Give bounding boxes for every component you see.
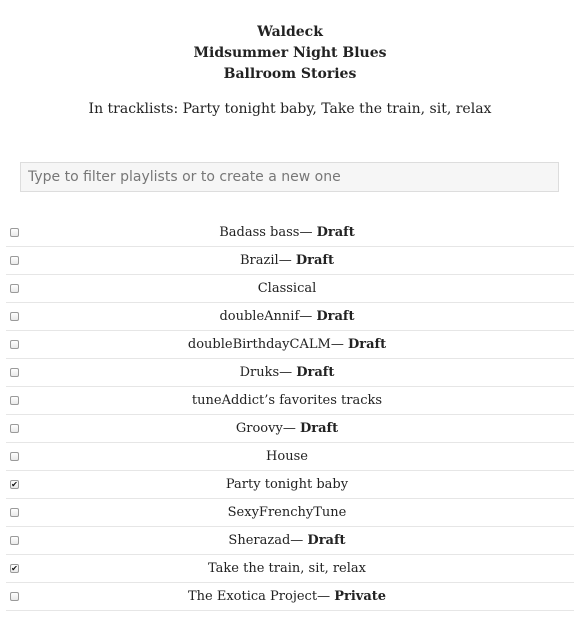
playlist-label: [6, 561, 574, 576]
playlist-checkbox[interactable]: [10, 396, 19, 405]
status-separator: —: [299, 309, 317, 324]
playlist-checkbox[interactable]: [10, 424, 19, 433]
playlist-row[interactable]: [6, 555, 574, 583]
playlist-label: [6, 421, 574, 436]
playlist-checkbox-checked[interactable]: ✔: [11, 564, 18, 573]
status-separator: —: [299, 225, 317, 240]
playlist-row[interactable]: [6, 303, 574, 331]
playlist-checkbox[interactable]: [10, 508, 19, 517]
playlist-list: [6, 219, 574, 611]
playlist-label: [6, 505, 574, 520]
playlist-name: Party tonight baby: [225, 477, 349, 492]
status-separator: —: [317, 589, 335, 604]
playlist-name: doubleAnnif: [219, 309, 300, 324]
playlist-name: Take the train, sit, relax: [208, 561, 366, 576]
playlist-checkbox[interactable]: [10, 536, 19, 545]
playlist-checkbox[interactable]: [10, 452, 19, 461]
playlist-label: [6, 477, 574, 492]
playlist-name: Groovy: [235, 421, 283, 436]
playlist-label: [6, 533, 574, 548]
playlist-name: House: [266, 449, 308, 464]
playlist-label: [6, 225, 574, 240]
playlist-name: SexyFrenchyTune: [227, 505, 347, 520]
playlist-row[interactable]: [6, 331, 574, 359]
playlist-checkbox[interactable]: [10, 340, 19, 349]
playlist-row[interactable]: [6, 499, 574, 527]
playlist-row[interactable]: [6, 387, 574, 415]
playlist-row[interactable]: [6, 275, 574, 303]
selected-tracks-header: [0, 22, 580, 119]
playlist-status: Draft: [316, 225, 355, 240]
playlist-row[interactable]: [6, 443, 574, 471]
playlist-status: Draft: [299, 421, 339, 436]
playlist-name: doubleBirthdayCALM: [187, 337, 331, 352]
playlist-label: [6, 365, 574, 380]
playlist-label: [6, 449, 574, 464]
playlist-status: Draft: [307, 533, 346, 548]
playlist-row[interactable]: [6, 583, 574, 611]
status-separator: —: [330, 337, 348, 352]
playlist-label: [6, 393, 574, 408]
playlist-label: [6, 281, 574, 296]
playlist-name: Druks: [239, 365, 280, 380]
playlist-name: Brazil: [240, 253, 279, 268]
playlist-label: [6, 589, 574, 604]
playlist-name: Classical: [257, 281, 317, 296]
playlist-checkbox[interactable]: [10, 312, 19, 321]
playlist-checkbox[interactable]: [10, 592, 19, 601]
playlist-checkbox[interactable]: [10, 228, 19, 237]
playlist-row[interactable]: [6, 359, 574, 387]
status-separator: —: [290, 533, 308, 548]
track-title: Midsummer Night Blues: [193, 45, 387, 61]
playlist-row[interactable]: [6, 415, 574, 443]
playlist-status: Private: [334, 589, 387, 604]
playlist-row[interactable]: [6, 527, 574, 555]
playlist-label: [6, 337, 574, 352]
playlist-checkbox[interactable]: [10, 284, 19, 293]
status-separator: —: [282, 421, 300, 436]
track-title: Ballroom Stories: [223, 66, 357, 82]
playlist-filter-input[interactable]: [20, 162, 559, 192]
playlist-status: Draft: [316, 309, 355, 324]
playlist-status: Draft: [347, 337, 387, 352]
playlist-status: Draft: [296, 365, 335, 380]
status-separator: —: [278, 253, 296, 268]
playlist-name: The Exotica Project: [187, 589, 318, 604]
track-title: Waldeck: [257, 24, 323, 40]
playlist-label: [6, 253, 574, 268]
playlist-status: Draft: [295, 253, 334, 268]
playlist-name: tuneAddict’s favorites tracks: [191, 393, 383, 408]
playlist-row[interactable]: [6, 219, 574, 247]
playlist-checkbox[interactable]: [10, 368, 19, 377]
playlist-label: [6, 309, 574, 324]
playlist-checkbox[interactable]: [10, 256, 19, 265]
in-tracklists-text: In tracklists: Party tonight baby, Take the train, sit, relax: [88, 101, 492, 117]
playlist-checkbox-checked[interactable]: ✔: [11, 480, 18, 489]
playlist-row[interactable]: [6, 471, 574, 499]
status-separator: —: [279, 365, 297, 380]
playlist-row[interactable]: [6, 247, 574, 275]
playlist-name: Badass bass: [219, 225, 300, 240]
playlist-name: Sherazad: [228, 533, 291, 548]
